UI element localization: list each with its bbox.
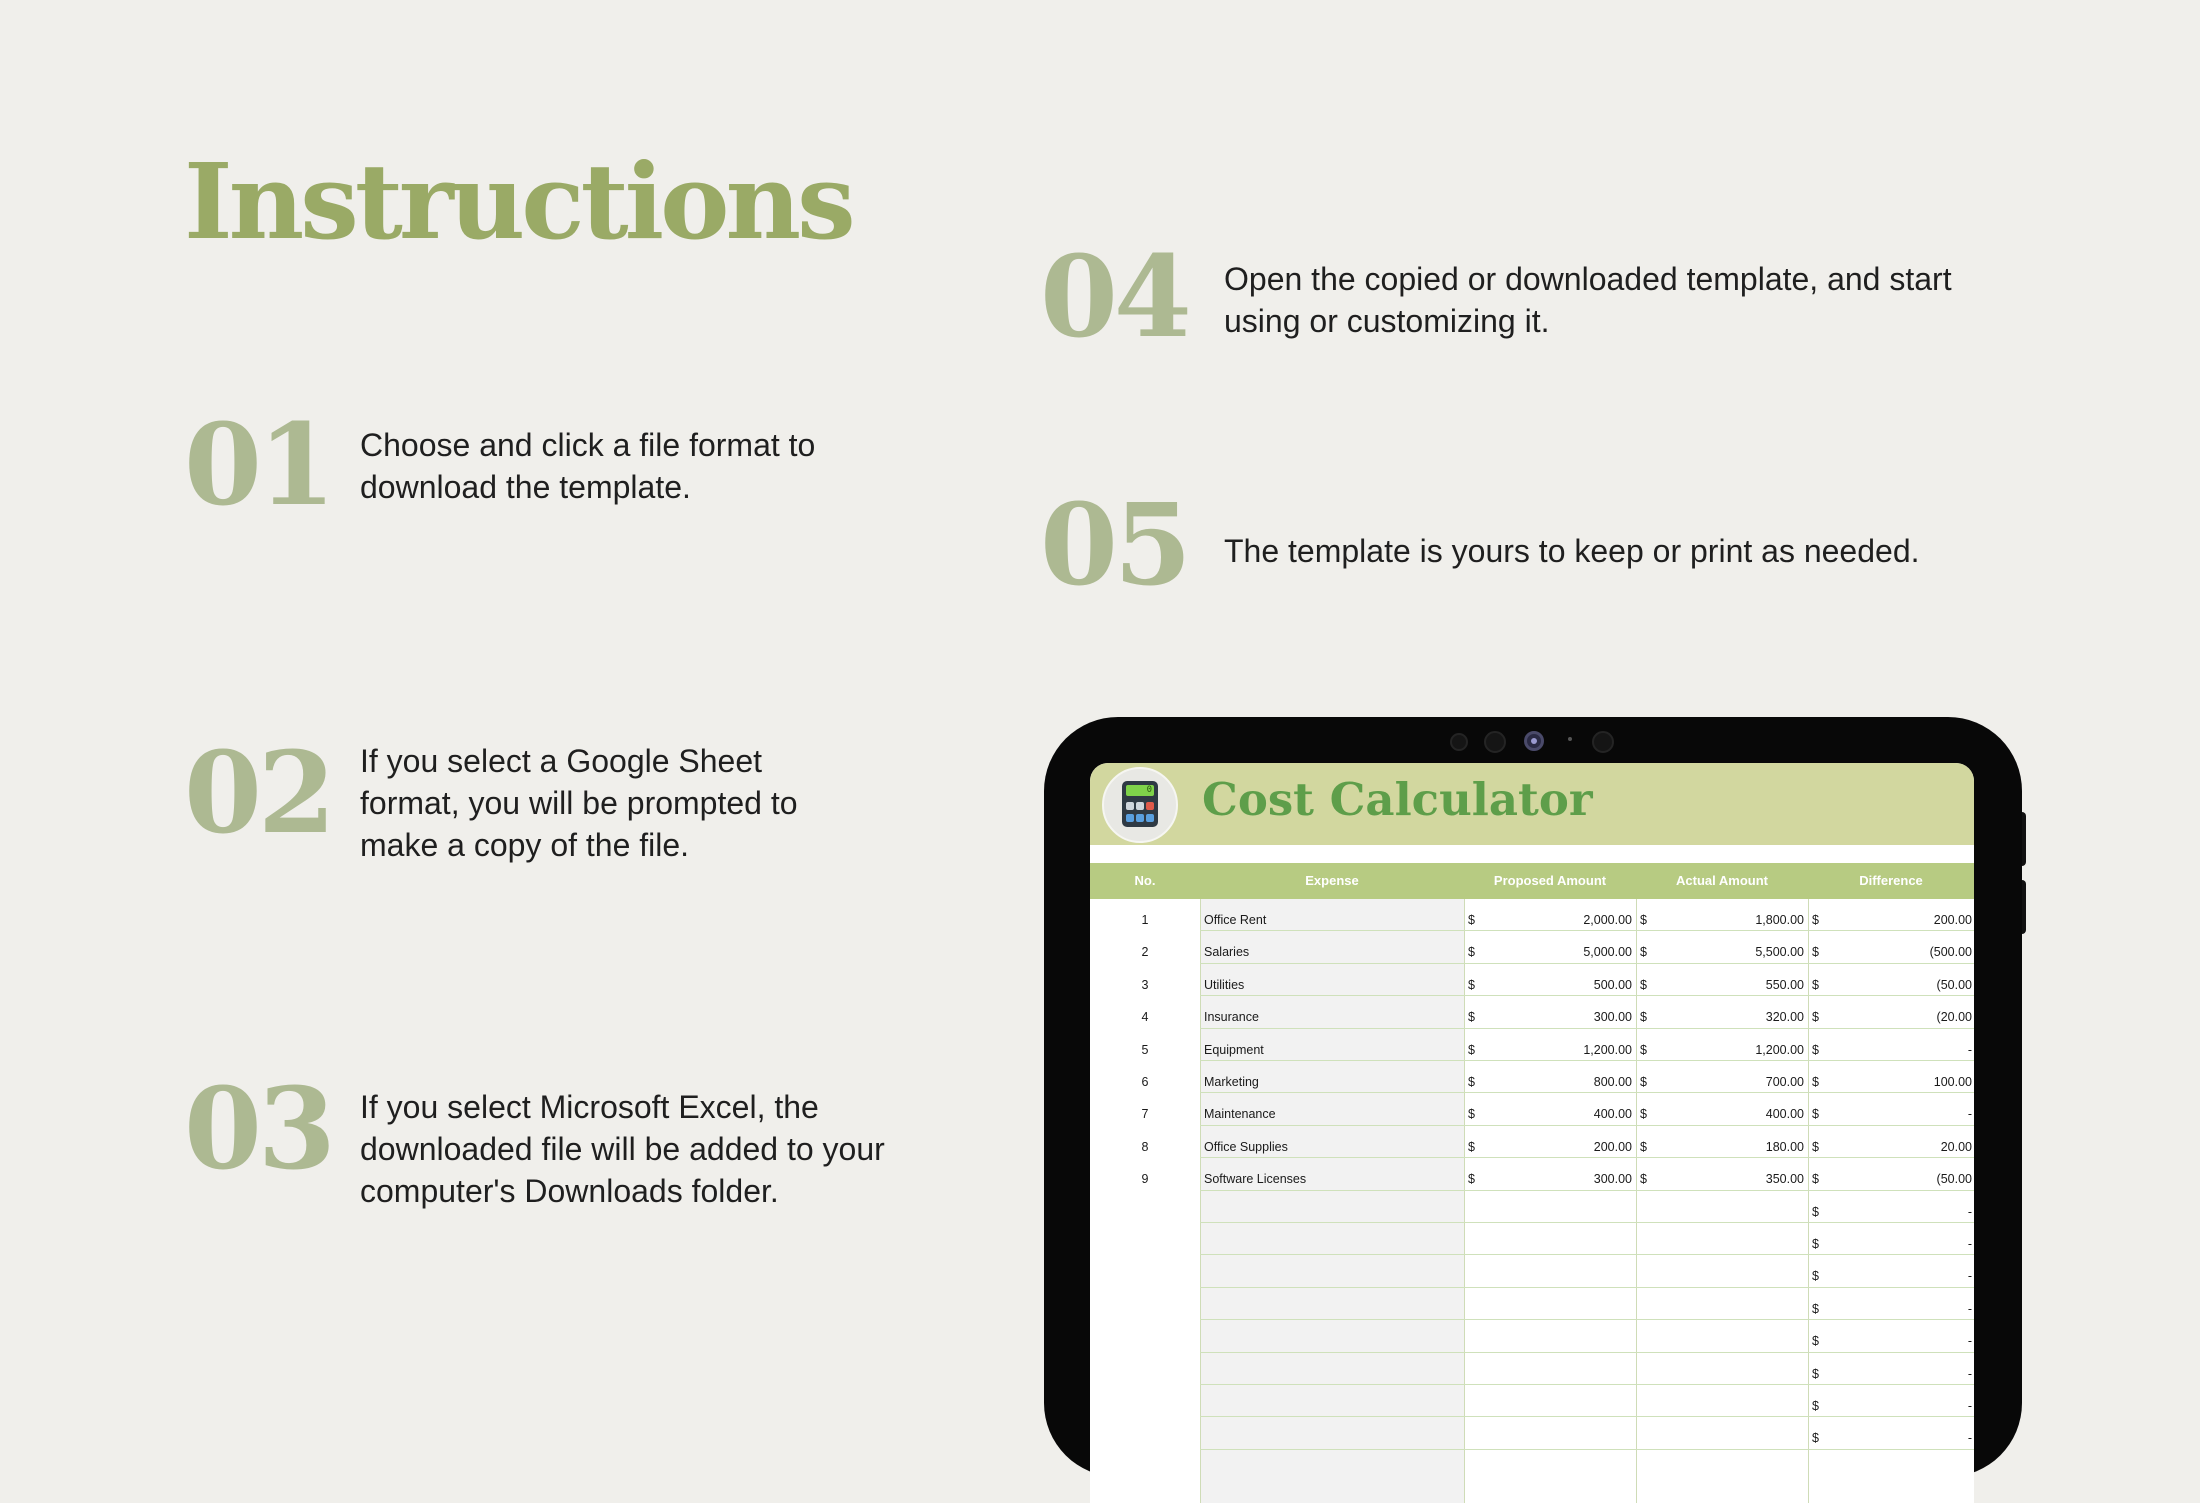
expense-cell[interactable]: Insurance <box>1204 1010 1259 1025</box>
camera-icon <box>1524 731 1544 751</box>
difference-cell[interactable]: 100.00 <box>1933 1075 1972 1089</box>
expense-cell[interactable]: Equipment <box>1204 1042 1264 1057</box>
row-number[interactable]: 9 <box>1141 1172 1149 1187</box>
table-row <box>1090 1029 1974 1061</box>
spreadsheet-screen <box>1090 763 1974 1503</box>
actual-amount-cell[interactable]: 180.00 <box>1765 1139 1804 1154</box>
header-proposed-amount[interactable]: Proposed Amount <box>1464 863 1636 899</box>
sensor-icon <box>1450 733 1468 751</box>
currency-symbol: $ <box>1812 1075 1819 1089</box>
table-row <box>1090 964 1974 996</box>
currency-symbol: $ <box>1812 1399 1819 1413</box>
table-row <box>1090 1417 1974 1449</box>
header-difference[interactable]: Difference <box>1808 863 1974 899</box>
currency-symbol: $ <box>1812 1010 1819 1025</box>
actual-amount-cell[interactable]: 550.00 <box>1765 977 1804 992</box>
currency-symbol: $ <box>1468 1107 1475 1122</box>
row-number[interactable]: 1 <box>1141 913 1149 927</box>
expense-cell[interactable]: Utilities <box>1204 977 1245 992</box>
actual-amount-cell[interactable]: 1,800.00 <box>1755 913 1804 927</box>
tablet-mockup <box>1044 717 2022 1477</box>
actual-amount-cell[interactable]: 350.00 <box>1765 1172 1804 1187</box>
sensor-icon <box>1484 731 1506 753</box>
difference-cell[interactable]: - <box>1967 1431 1972 1446</box>
calculator-display: 0 <box>1126 785 1154 796</box>
difference-cell[interactable]: - <box>1967 1204 1972 1219</box>
currency-symbol: $ <box>1640 1075 1647 1089</box>
row-number[interactable]: 8 <box>1141 1139 1149 1154</box>
currency-symbol: $ <box>1812 1172 1819 1187</box>
step-number: 01 <box>184 400 332 531</box>
currency-symbol: $ <box>1812 1204 1819 1219</box>
currency-symbol: $ <box>1812 913 1819 927</box>
table-row <box>1090 1093 1974 1125</box>
currency-symbol: $ <box>1812 1366 1819 1381</box>
currency-symbol: $ <box>1812 1431 1819 1446</box>
currency-symbol: $ <box>1640 1172 1647 1187</box>
currency-symbol: $ <box>1812 1042 1819 1057</box>
difference-cell[interactable]: 20.00 <box>1940 1139 1972 1154</box>
sensor-icon <box>1592 731 1614 753</box>
actual-amount-cell[interactable]: 1,200.00 <box>1755 1042 1804 1057</box>
proposed-amount-cell[interactable]: 500.00 <box>1593 977 1632 992</box>
table-row <box>1090 1061 1974 1093</box>
difference-cell[interactable]: - <box>1967 1301 1972 1316</box>
header-no[interactable]: No. <box>1090 863 1200 899</box>
currency-symbol: $ <box>1640 913 1647 927</box>
difference-cell[interactable]: - <box>1967 1399 1972 1413</box>
difference-cell[interactable]: (50.00 <box>1936 977 1972 992</box>
row-number[interactable]: 3 <box>1141 977 1149 992</box>
currency-symbol: $ <box>1640 945 1647 960</box>
currency-symbol: $ <box>1468 977 1475 992</box>
difference-cell[interactable]: - <box>1967 1269 1972 1284</box>
currency-symbol: $ <box>1812 1301 1819 1316</box>
currency-symbol: $ <box>1468 1172 1475 1187</box>
currency-symbol: $ <box>1468 945 1475 960</box>
difference-cell[interactable]: 200.00 <box>1933 913 1972 927</box>
difference-cell[interactable]: - <box>1967 1366 1972 1381</box>
proposed-amount-cell[interactable]: 5,000.00 <box>1583 945 1632 960</box>
currency-symbol: $ <box>1812 1269 1819 1284</box>
sheet-header <box>1090 763 1974 845</box>
actual-amount-cell[interactable]: 5,500.00 <box>1755 945 1804 960</box>
difference-cell[interactable]: - <box>1967 1042 1972 1057</box>
table-row <box>1090 1158 1974 1190</box>
currency-symbol: $ <box>1812 945 1819 960</box>
difference-cell[interactable]: - <box>1967 1237 1972 1251</box>
table-row <box>1090 1191 1974 1223</box>
step-number: 02 <box>184 728 332 859</box>
currency-symbol: $ <box>1640 977 1647 992</box>
proposed-amount-cell[interactable]: 300.00 <box>1593 1010 1632 1025</box>
table-row <box>1090 931 1974 963</box>
difference-cell[interactable]: - <box>1967 1334 1972 1349</box>
proposed-amount-cell[interactable]: 2,000.00 <box>1583 913 1632 927</box>
currency-symbol: $ <box>1812 1107 1819 1122</box>
currency-symbol: $ <box>1468 1010 1475 1025</box>
header-expense[interactable]: Expense <box>1200 863 1464 899</box>
expense-cell[interactable]: Marketing <box>1204 1075 1259 1089</box>
difference-cell[interactable]: (20.00 <box>1936 1010 1972 1025</box>
currency-symbol: $ <box>1640 1107 1647 1122</box>
currency-symbol: $ <box>1812 1334 1819 1349</box>
row-number[interactable]: 6 <box>1141 1075 1149 1089</box>
currency-symbol: $ <box>1468 913 1475 927</box>
step-text: Choose and click a file format to download the template. <box>360 427 816 505</box>
step-text: If you select Microsoft Excel, the downloaded file will be added to your computer's Downloads folder. <box>360 1089 885 1209</box>
table-row <box>1090 899 1974 931</box>
proposed-amount-cell[interactable]: 300.00 <box>1593 1172 1632 1187</box>
table-row <box>1090 1288 1974 1320</box>
table-row <box>1090 1385 1974 1417</box>
page-title: Instructions <box>184 140 852 263</box>
light-sensor-icon <box>1568 737 1572 741</box>
currency-symbol: $ <box>1640 1139 1647 1154</box>
table-row <box>1090 1223 1974 1255</box>
currency-symbol: $ <box>1812 1139 1819 1154</box>
step-number: 03 <box>184 1064 332 1195</box>
step-text: The template is yours to keep or print as needed. <box>1224 533 1920 569</box>
currency-symbol: $ <box>1640 1042 1647 1057</box>
difference-cell[interactable]: - <box>1967 1107 1972 1122</box>
expense-cell[interactable]: Office Supplies <box>1204 1139 1288 1154</box>
step-text: If you select a Google Sheet format, you will be prompted to make a copy of the file. <box>360 743 798 863</box>
row-number[interactable]: 2 <box>1141 945 1149 960</box>
actual-amount-cell[interactable]: 320.00 <box>1765 1010 1804 1025</box>
currency-symbol: $ <box>1468 1075 1475 1089</box>
currency-symbol: $ <box>1812 1237 1819 1251</box>
table-row <box>1090 1126 1974 1158</box>
expense-cell[interactable]: Maintenance <box>1204 1107 1276 1122</box>
table-row <box>1090 1255 1974 1287</box>
row-number[interactable]: 5 <box>1141 1042 1149 1057</box>
proposed-amount-cell[interactable]: 400.00 <box>1593 1107 1632 1122</box>
step-number: 04 <box>1040 232 1188 363</box>
actual-amount-cell[interactable]: 400.00 <box>1765 1107 1804 1122</box>
step-number: 05 <box>1040 480 1188 611</box>
difference-cell[interactable]: (50.00 <box>1936 1172 1972 1187</box>
currency-symbol: $ <box>1468 1042 1475 1057</box>
table-row <box>1090 1320 1974 1352</box>
currency-symbol: $ <box>1812 977 1819 992</box>
expense-cell[interactable]: Office Rent <box>1204 913 1267 927</box>
calculator-icon <box>1102 767 1178 843</box>
currency-symbol: $ <box>1468 1139 1475 1154</box>
header-actual-amount[interactable]: Actual Amount <box>1636 863 1808 899</box>
table-row <box>1090 1353 1974 1385</box>
row-number[interactable]: 4 <box>1141 1010 1149 1025</box>
proposed-amount-cell[interactable]: 800.00 <box>1593 1075 1632 1089</box>
proposed-amount-cell[interactable]: 1,200.00 <box>1583 1042 1632 1057</box>
table-row <box>1090 996 1974 1028</box>
sheet-title: Cost Calculator <box>1202 773 1593 826</box>
expense-cell[interactable]: Software Licenses <box>1204 1172 1307 1187</box>
difference-cell[interactable]: (500.00 <box>1929 945 1972 960</box>
row-number[interactable]: 7 <box>1141 1107 1149 1122</box>
proposed-amount-cell[interactable]: 200.00 <box>1593 1139 1632 1154</box>
currency-symbol: $ <box>1640 1010 1647 1025</box>
expense-cell[interactable]: Salaries <box>1204 945 1250 960</box>
step-text: Open the copied or downloaded template, and start using or customizing it. <box>1224 261 1952 339</box>
actual-amount-cell[interactable]: 700.00 <box>1765 1075 1804 1089</box>
